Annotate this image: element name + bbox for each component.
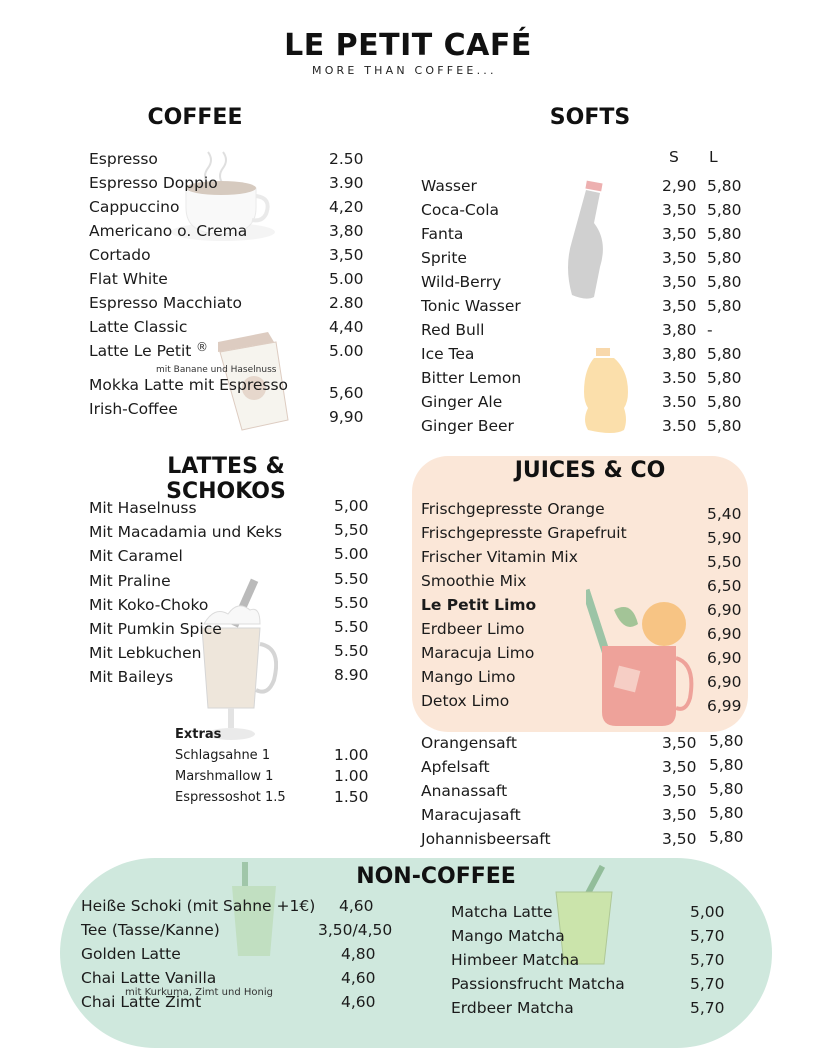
latte-item-price: 5.50 xyxy=(334,618,369,636)
latte-item-price: 5.50 xyxy=(334,642,369,661)
latte-item-name: Mit Caramel xyxy=(89,547,183,566)
juice-saft-price-s: 3,50 xyxy=(662,734,697,752)
softs-item-price-s: 3,80 xyxy=(662,321,697,339)
softs-item-name: Fanta xyxy=(421,225,464,243)
noncoffee-right-item-name: Erdbeer Matcha xyxy=(451,999,574,1017)
juices-panel-bg xyxy=(412,456,748,732)
softs-item-price-l: 5,80 xyxy=(707,417,742,435)
noncoffee-right-item-price: 5,70 xyxy=(690,951,725,969)
juice-item-price: 6,99 xyxy=(707,697,742,715)
coffee-item-price: 5.00 xyxy=(329,342,364,360)
juice-saft-price-s: 3,50 xyxy=(662,782,697,800)
lemonade-jar-icon xyxy=(586,588,696,730)
coffee-item-price: 3,80 xyxy=(329,222,364,240)
coffee-item-name: Latte Le Petit xyxy=(89,342,192,360)
coffee-item-price: 2.80 xyxy=(329,294,364,312)
softs-item-name: Red Bull xyxy=(421,321,485,339)
juices-section-title: JUICES & CO xyxy=(514,458,666,483)
latte-item-name: Mit Macadamia und Keks xyxy=(89,523,283,542)
softs-item-name: Tonic Wasser xyxy=(421,297,521,315)
latte-item-name: Mit Praline xyxy=(89,571,171,590)
noncoffee-section-title: NON-COFFEE xyxy=(356,864,516,889)
extra-item-name: Schlagsahne 1 xyxy=(175,748,271,763)
coffee-item-name: Latte Classic xyxy=(89,318,188,336)
soda-bottle-icon xyxy=(548,180,618,302)
juice-saft-price-l: 5,80 xyxy=(709,756,744,774)
softs-size-l-header: L xyxy=(709,148,718,166)
softs-item-name: Coca-Cola xyxy=(421,201,500,219)
coffee-item-price: 5.00 xyxy=(329,270,364,288)
latte-le-petit-registered-mark: ® xyxy=(196,340,208,354)
noncoffee-left-item-price: 4,80 xyxy=(341,945,376,963)
softs-item-price-s: 3,50 xyxy=(662,273,697,291)
juice-saft-price-l: 5,80 xyxy=(709,780,744,798)
juice-item-name: Smoothie Mix xyxy=(421,572,527,590)
softs-item-price-l: 5,80 xyxy=(707,369,742,387)
latte-item-name: Mit Baileys xyxy=(89,668,174,687)
juice-item-price: 5,40 xyxy=(707,505,742,523)
juice-item-price: 6,90 xyxy=(707,625,742,643)
golden-latte-note: mit Kurkuma, Zimt und Honig xyxy=(125,987,273,998)
latte-item-price: 5.00 xyxy=(334,545,369,564)
coffee-item-price: 3,50 xyxy=(329,246,364,264)
coffee-item-price: 4,40 xyxy=(329,318,364,336)
softs-item-name: Ginger Beer xyxy=(421,417,514,435)
juice-item-name: Frischer Vitamin Mix xyxy=(421,548,578,566)
latte-item-name: Mit Koko-Choko xyxy=(89,595,209,614)
coffee-item-price: 3.90 xyxy=(329,174,364,192)
softs-section-title: SOFTS xyxy=(549,105,631,130)
coffee-item-name: Mokka Latte mit Espresso xyxy=(89,376,289,394)
juice-item-price: 6,90 xyxy=(707,601,742,619)
juice-item-name: Le Petit Limo xyxy=(421,596,537,614)
coffee-item-name: Americano o. Crema xyxy=(89,222,248,240)
softs-item-price-l: 5,80 xyxy=(707,297,742,315)
latte-item-name: Mit Pumkin Spice xyxy=(89,620,222,638)
extra-item-name: Espressoshot 1.5 xyxy=(175,790,286,805)
coffee-item-name: Flat White xyxy=(89,270,168,288)
latte-item-price: 5,50 xyxy=(334,521,369,540)
coffee-item-price: 5,60 xyxy=(329,384,364,402)
softs-item-name: Ice Tea xyxy=(421,345,475,363)
noncoffee-left-item-price: 4,60 xyxy=(339,897,374,915)
softs-item-name: Sprite xyxy=(421,249,467,267)
softs-item-price-s: 3.50 xyxy=(662,393,697,411)
noncoffee-left-item-price: 3,50/4,50 xyxy=(318,921,393,939)
softs-item-price-l: 5,80 xyxy=(707,201,742,219)
juice-item-price: 6,90 xyxy=(707,673,742,691)
latte-item-price: 5,00 xyxy=(334,497,369,515)
softs-item-price-s: 3,50 xyxy=(662,249,697,267)
juice-saft-price-s: 3,50 xyxy=(662,758,697,776)
noncoffee-left-item-price: 4,60 xyxy=(341,993,376,1011)
noncoffee-right-item-price: 5,70 xyxy=(690,927,725,945)
juice-item-price: 6,90 xyxy=(707,649,742,667)
noncoffee-right-item-name: Matcha Latte xyxy=(451,903,553,921)
softs-item-name: Wasser xyxy=(421,177,477,195)
juice-saft-price-s: 3,50 xyxy=(662,830,697,848)
latte-item-price: 5.50 xyxy=(334,569,369,588)
page-title: LE PETIT CAFÉ xyxy=(284,28,532,63)
coffee-item-price: 9,90 xyxy=(329,408,364,426)
juice-item-name: Frischgepresste Grapefruit xyxy=(421,524,627,542)
juice-item-price: 5,90 xyxy=(707,529,742,547)
juice-item-name: Frischgepresste Orange xyxy=(421,500,605,518)
softs-item-price-l: 5,80 xyxy=(707,177,742,195)
juice-saft-price-l: 5,80 xyxy=(709,732,744,750)
juice-saft-name: Ananassaft xyxy=(421,782,508,800)
extra-item-price: 1.50 xyxy=(334,788,369,806)
softs-item-name: Ginger Ale xyxy=(421,393,503,411)
softs-item-price-s: 3,80 xyxy=(662,345,697,363)
juice-saft-name: Orangensaft xyxy=(421,734,517,752)
softs-item-price-s: 3,50 xyxy=(662,297,697,315)
juice-item-price: 5,50 xyxy=(707,553,742,571)
softs-item-price-l: 5,80 xyxy=(707,225,742,243)
softs-item-price-s: 3,50 xyxy=(662,201,697,219)
noncoffee-right-item-name: Passionsfrucht Matcha xyxy=(451,975,625,993)
coffee-item-name: Espresso Macchiato xyxy=(89,294,242,312)
softs-item-price-l: 5,80 xyxy=(707,345,742,363)
noncoffee-right-item-price: 5,70 xyxy=(690,975,725,993)
softs-item-price-s: 3,50 xyxy=(662,225,697,243)
coffee-item-price: 2.50 xyxy=(329,150,364,168)
juice-saft-name: Apfelsaft xyxy=(421,758,490,776)
latte-le-petit-note: mit Banane und Haselnuss xyxy=(156,365,277,375)
noncoffee-left-item-name: Heiße Schoki (mit Sahne +1€) xyxy=(81,897,316,915)
juice-item-name: Detox Limo xyxy=(421,692,510,710)
page-subtitle: MORE THAN COFFEE... xyxy=(312,64,497,77)
coffee-section-title: COFFEE xyxy=(147,105,243,130)
softs-item-price-l: - xyxy=(707,321,713,339)
lattes-section-title: LATTES & SCHOKOS xyxy=(166,454,286,504)
coffee-item-name: Espresso Doppio xyxy=(89,174,218,192)
latte-item-price: 5.50 xyxy=(334,593,369,612)
noncoffee-left-item-name: Chai Latte Vanilla xyxy=(81,969,217,987)
extra-item-price: 1.00 xyxy=(334,746,369,764)
juice-saft-name: Johannisbeersaft xyxy=(421,830,551,848)
latte-item-name: Mit Haselnuss xyxy=(89,499,197,517)
noncoffee-left-item-price: 4,60 xyxy=(341,969,376,987)
softs-size-s-header: S xyxy=(669,148,679,166)
extra-item-name: Marshmallow 1 xyxy=(175,769,274,784)
noncoffee-right-item-price: 5,00 xyxy=(690,903,725,921)
noncoffee-left-item-name: Chai Latte Zimt xyxy=(81,993,202,1011)
juice-item-name: Mango Limo xyxy=(421,668,516,686)
latte-item-name: Mit Lebkuchen xyxy=(89,644,202,663)
softs-item-price-s: 3.50 xyxy=(662,417,697,435)
juice-item-name: Erdbeer Limo xyxy=(421,620,525,638)
juice-saft-price-l: 5,80 xyxy=(709,804,744,822)
softs-item-price-s: 2,90 xyxy=(662,177,697,195)
noncoffee-right-item-name: Himbeer Matcha xyxy=(451,951,580,969)
softs-item-price-l: 5,80 xyxy=(707,393,742,411)
juice-item-price: 6,50 xyxy=(707,577,742,595)
extra-item-price: 1.00 xyxy=(334,767,369,785)
coffee-item-price: 4,20 xyxy=(329,198,364,216)
coffee-item-name: Cortado xyxy=(89,246,151,264)
juice-saft-price-s: 3,50 xyxy=(662,806,697,824)
softs-item-price-l: 5,80 xyxy=(707,249,742,267)
juice-item-name: Maracuja Limo xyxy=(421,644,535,662)
softs-item-name: Bitter Lemon xyxy=(421,369,522,387)
latte-item-price: 8.90 xyxy=(334,666,369,685)
ice-tea-bottle-icon xyxy=(578,346,632,438)
extras-title: Extras xyxy=(175,727,222,742)
juice-saft-name: Maracujasaft xyxy=(421,806,521,824)
coffee-item-name: Cappuccino xyxy=(89,198,180,216)
noncoffee-right-item-price: 5,70 xyxy=(690,999,725,1017)
noncoffee-right-item-name: Mango Matcha xyxy=(451,927,565,945)
coffee-item-name: Espresso xyxy=(89,150,158,168)
noncoffee-left-item-name: Tee (Tasse/Kanne) xyxy=(81,921,220,939)
juice-saft-price-l: 5,80 xyxy=(709,828,744,846)
softs-item-price-s: 3.50 xyxy=(662,369,697,387)
softs-item-price-l: 5,80 xyxy=(707,273,742,291)
softs-item-name: Wild-Berry xyxy=(421,273,502,291)
coffee-item-name: Irish-Coffee xyxy=(89,400,178,418)
noncoffee-left-item-name: Golden Latte xyxy=(81,945,181,963)
